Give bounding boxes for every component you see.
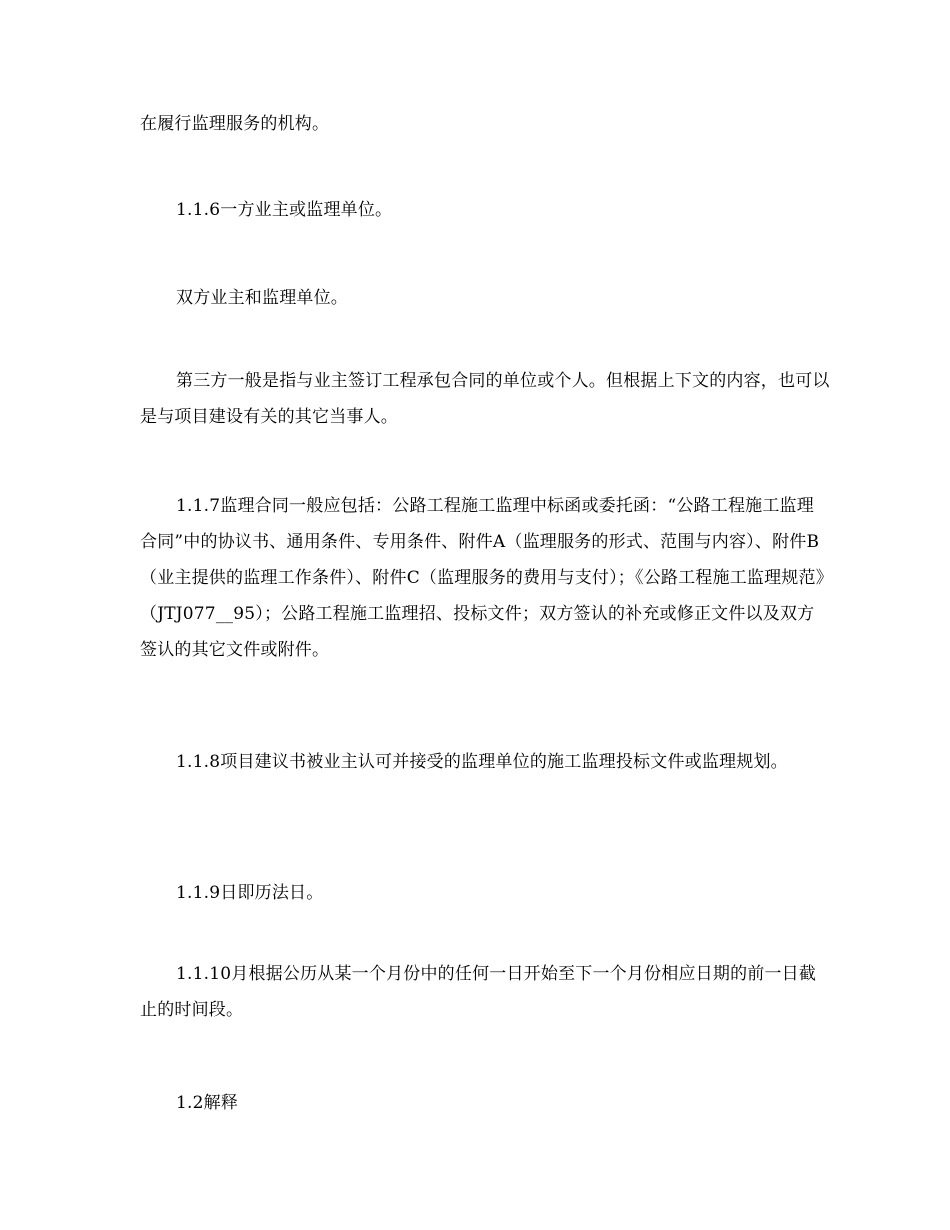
paragraph-third-party: 第三方一般是指与业主签订工程承包合同的单位或个人。但根据上下文的内容，也可以是与项目建设有关的其它当事人。 bbox=[140, 371, 830, 427]
paragraph-1-1-9: 1.1.9日即历法日。 bbox=[176, 883, 324, 903]
paragraph-1-1-8: 1.1.8项目建议书被业主认可并接受的监理单位的施工监理投标文件或监理规划。 bbox=[176, 752, 788, 772]
paragraph-continuation: 在履行监理服务的机构。 bbox=[140, 114, 330, 134]
paragraph-1-1-10: 1.1.10月根据公历从某一个月份中的任何一日开始至下一个月份相应日期的前一日截止的时间段。 bbox=[140, 964, 817, 1020]
section-heading-1-2: 1.2解释 bbox=[176, 1093, 239, 1113]
paragraph-1-1-7: 1.1.7监理合同一般应包括：公路工程施工监理中标函或委托函：“公路工程施工监理合同”中的协议书、通用条件、专用条件、附件A（监理服务的形式、范围与内容）、附件B（业主提供的监理工作条件）、附件C（监理服务的费用与支付）；《公路工程施工监理规范》（JTJ077__95）；公路工程施工监理招、投标文件；双方签认的补充或修正文件以及双方签认的其它文件或附件。 bbox=[140, 496, 825, 660]
paragraph-1-1-6: 1.1.6一方业主或监理单位。 bbox=[176, 200, 393, 220]
paragraph-both-parties: 双方业主和监理单位。 bbox=[176, 288, 348, 308]
